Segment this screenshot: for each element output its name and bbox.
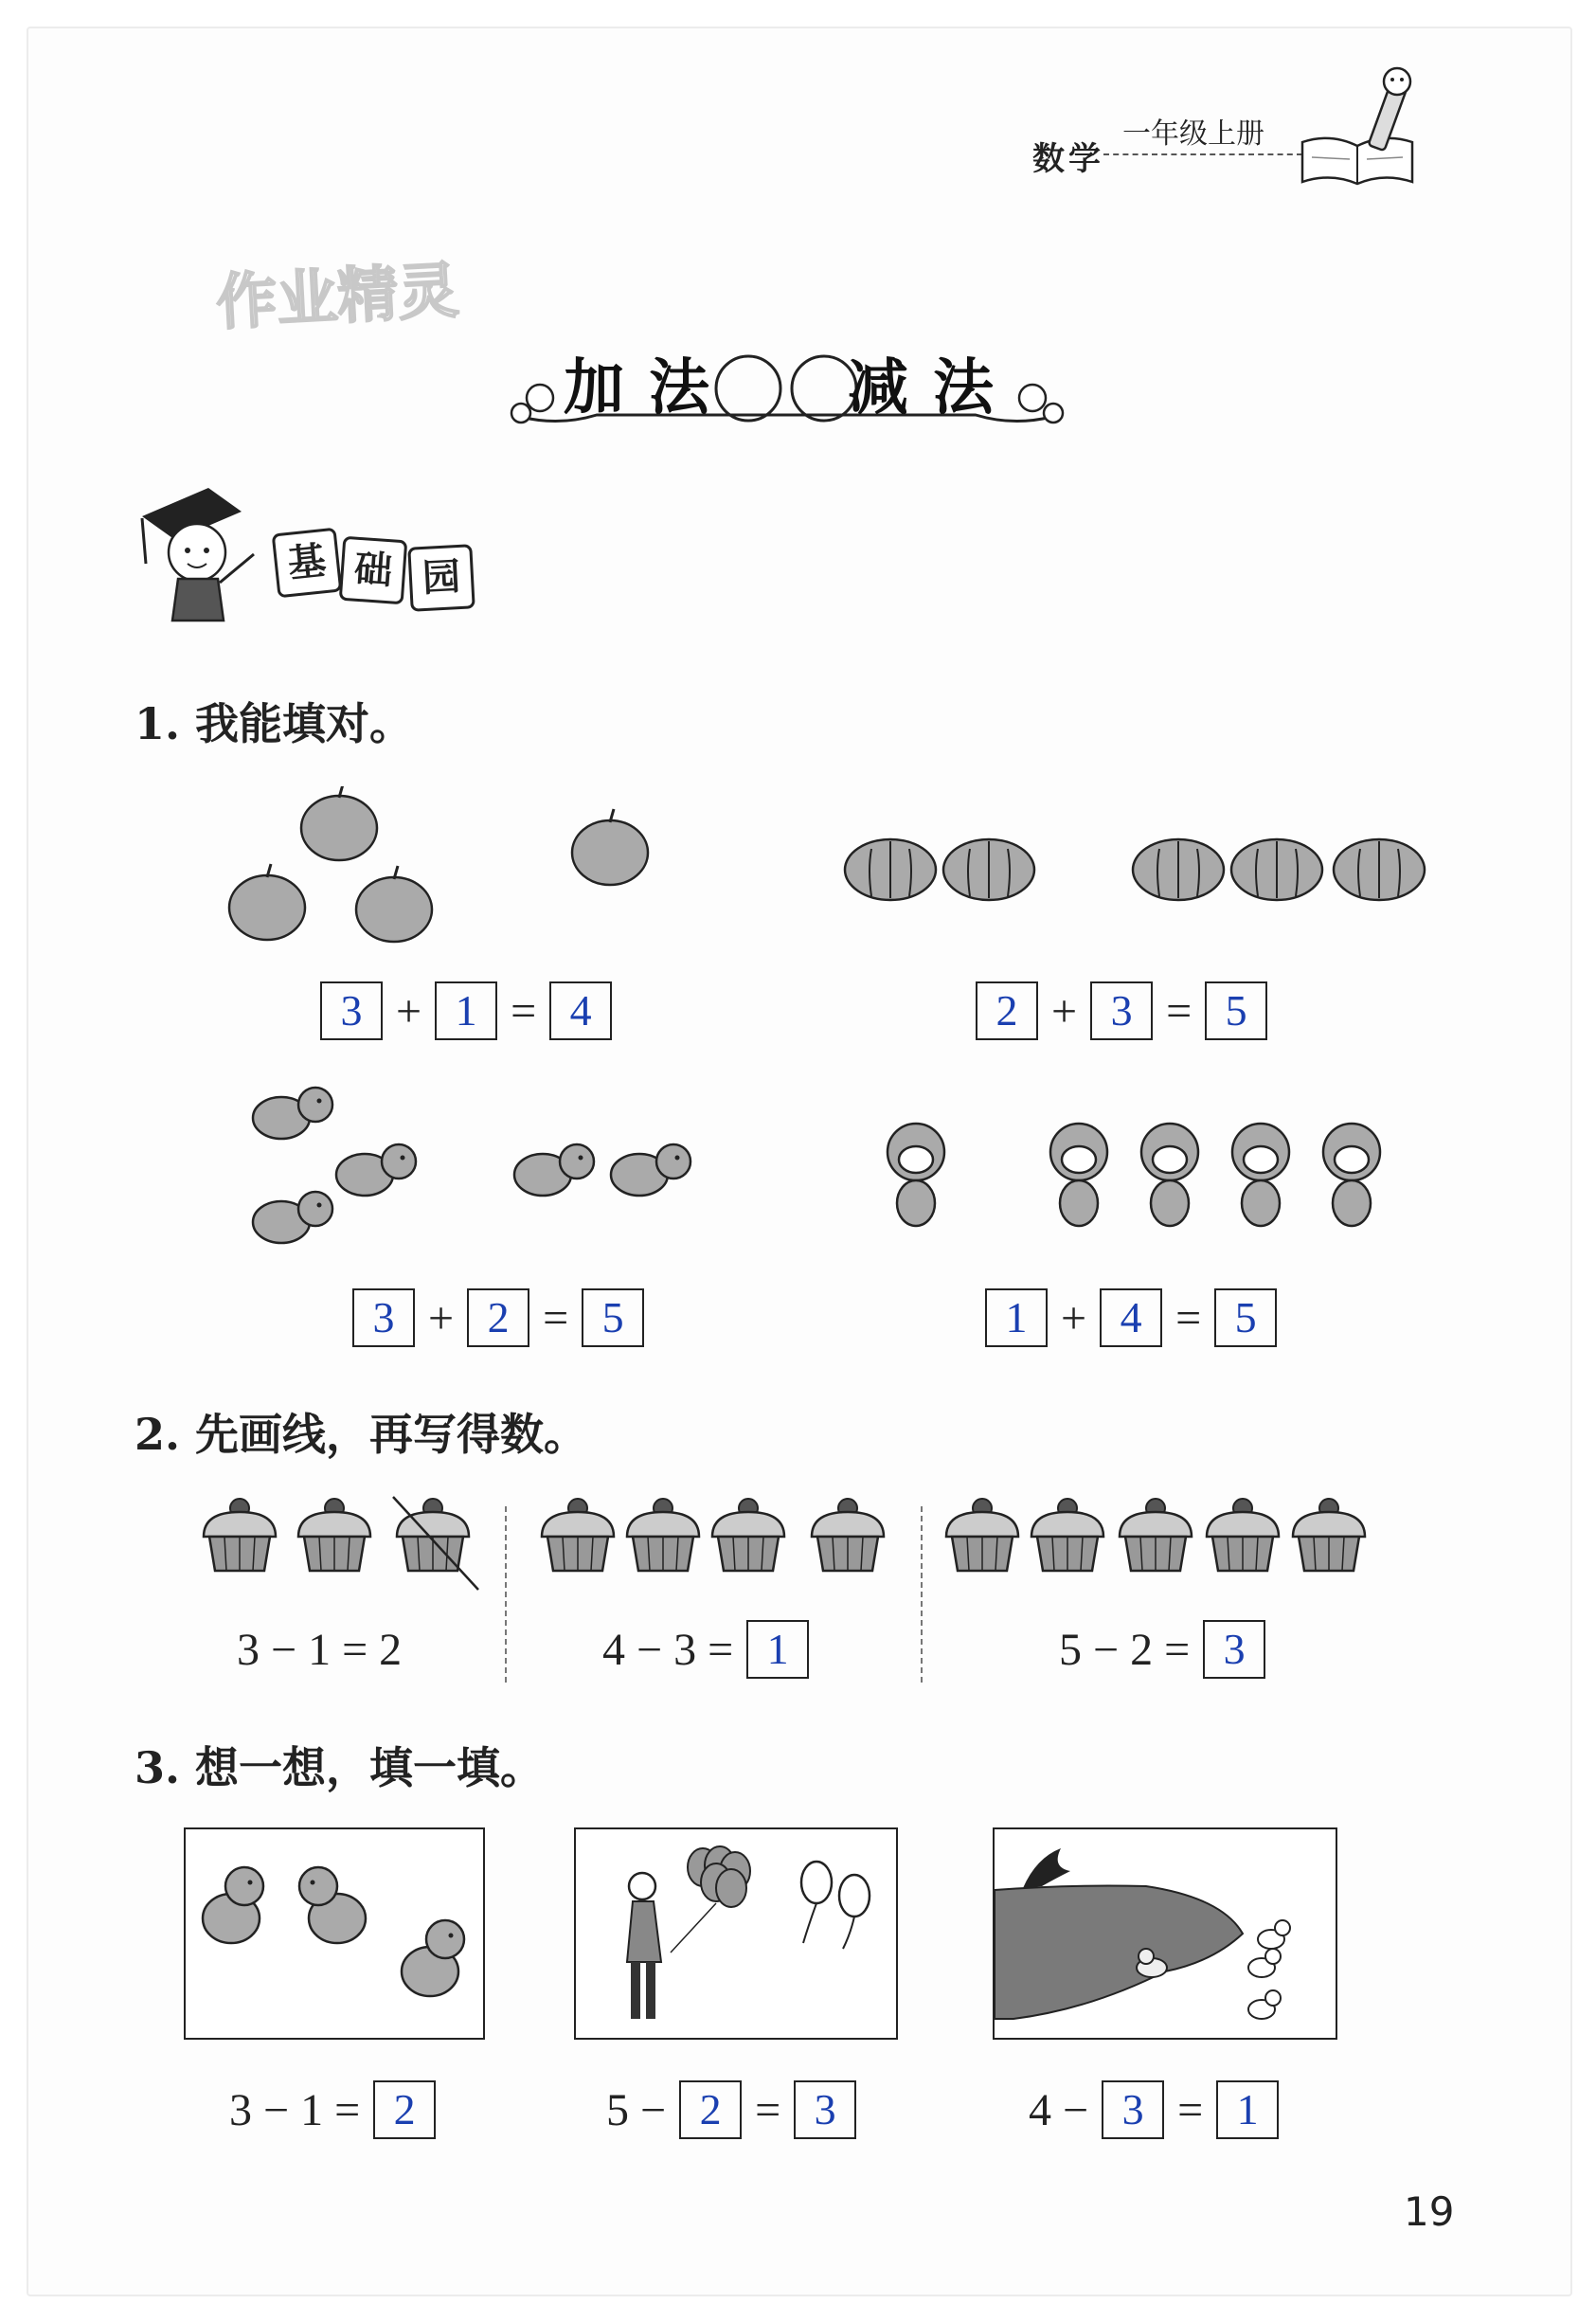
answer-box[interactable]: 2 <box>976 981 1038 1040</box>
answer-box[interactable]: 3 <box>1090 981 1153 1040</box>
answer-box[interactable]: 2 <box>467 1288 529 1347</box>
answer-box[interactable]: 2 <box>373 2080 436 2139</box>
equals-sign: = <box>1166 985 1193 1036</box>
q3-scene-chicks <box>184 1827 485 2040</box>
title-char-2: 法 <box>649 353 709 423</box>
q1-equation-3 <box>352 1288 644 1347</box>
page-number: 19 <box>1404 2188 1455 2235</box>
answer-box[interactable]: 4 <box>549 981 612 1040</box>
q3-scene-pond <box>993 1827 1337 2040</box>
answer-box[interactable]: 3 <box>1102 2080 1164 2139</box>
equals-sign: = <box>543 1292 569 1343</box>
plus-sign: + <box>1051 985 1078 1036</box>
q1-equation-1 <box>320 981 612 1040</box>
title-char-4: 法 <box>933 353 994 423</box>
header-subject: 数学 <box>1032 140 1104 178</box>
answer-box[interactable]: 3 <box>1203 1620 1265 1679</box>
equals-sign: = <box>511 985 537 1036</box>
badge-char-2: 础 <box>339 536 408 605</box>
q2-label: 2. 先画线，再写得数。 <box>134 1409 588 1460</box>
answer-box[interactable]: 1 <box>746 1620 809 1679</box>
q3-scene-balloons <box>574 1827 898 2040</box>
q2-expression-2: 4 − 3 = <box>602 1624 734 1675</box>
q3-expression-3a: 4 − <box>1029 2084 1089 2135</box>
badge-char-1: 基 <box>272 528 343 599</box>
chicks-scene-icon <box>186 1829 483 2038</box>
answer-box[interactable]: 2 <box>679 2080 742 2139</box>
answer-box[interactable]: 1 <box>435 981 497 1040</box>
q3-expression-2a: 5 − <box>606 2084 667 2135</box>
divider-2 <box>921 1506 923 1683</box>
equals-sign: = <box>1175 1292 1202 1343</box>
plus-sign: + <box>396 985 422 1036</box>
badge-char-3: 园 <box>407 544 475 611</box>
answer-box[interactable]: 1 <box>985 1288 1048 1347</box>
q2-expression-1: 3 − 1 = 2 <box>237 1625 403 1675</box>
q3-equation-2 <box>606 2080 856 2139</box>
title-char-3: 减 <box>848 353 908 423</box>
header-dash-line <box>1103 153 1302 155</box>
header-grade: 一年级上册 <box>1122 117 1264 151</box>
q3-expression-2b: = <box>755 2084 781 2135</box>
plus-sign: + <box>428 1292 455 1343</box>
chicks-illustration <box>242 1080 715 1269</box>
answer-box[interactable]: 5 <box>1205 981 1267 1040</box>
divider-1 <box>505 1506 507 1683</box>
q1-equation-2 <box>976 981 1267 1040</box>
q3-equation-3 <box>1029 2080 1279 2139</box>
notebook-pencil-icon <box>1293 66 1426 189</box>
q3-equation-1 <box>229 2080 436 2139</box>
q3-expression-1: 3 − 1 = <box>229 2084 361 2135</box>
answer-box[interactable]: 3 <box>320 981 383 1040</box>
answer-box[interactable]: 3 <box>794 2080 856 2139</box>
q2-equation-3 <box>1059 1620 1265 1679</box>
q1-label: 1. 我能填对。 <box>134 698 414 749</box>
ducks-pond-icon <box>995 1829 1336 2038</box>
cupcakes-illustration <box>194 1495 1416 1599</box>
q3-expression-3b: = <box>1177 2084 1204 2135</box>
q1-equation-4 <box>985 1288 1277 1347</box>
answer-box[interactable]: 3 <box>352 1288 415 1347</box>
answer-box[interactable]: 5 <box>1214 1288 1277 1347</box>
q2-equation-2 <box>602 1620 809 1679</box>
watermark: 作业精灵 <box>214 256 461 339</box>
girl-balloons-icon <box>576 1829 896 2038</box>
apples-illustration <box>218 786 654 947</box>
answer-box[interactable]: 4 <box>1100 1288 1162 1347</box>
monkeys-illustration <box>876 1118 1407 1232</box>
title-char-1: 加 <box>564 353 624 423</box>
answer-box[interactable]: 5 <box>582 1288 644 1347</box>
plus-sign: + <box>1061 1292 1087 1343</box>
q2-expression-3: 5 − 2 = <box>1059 1624 1191 1675</box>
pumpkins-illustration <box>843 822 1440 917</box>
answer-box[interactable]: 1 <box>1216 2080 1279 2139</box>
graduate-kid-icon <box>133 469 275 635</box>
q3-label: 3. 想一想，填一填。 <box>134 1742 545 1793</box>
